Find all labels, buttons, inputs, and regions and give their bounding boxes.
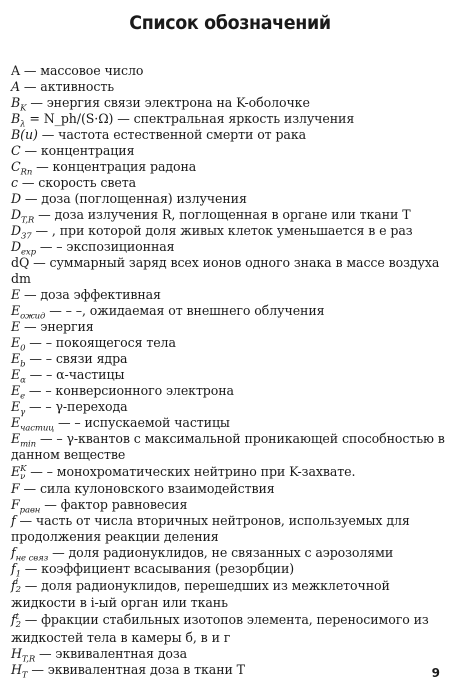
notation-subscript: b xyxy=(20,359,26,370)
notation-subscript: K xyxy=(20,103,27,114)
notation-symbol: D xyxy=(11,191,21,206)
notation-definition: — эквивалентная доза xyxy=(35,645,188,661)
notation-subscript: T,R xyxy=(21,654,36,665)
notation-subscript: 2 xyxy=(15,585,21,595)
notation-entry xyxy=(11,223,446,242)
notation-symbol: H xyxy=(11,661,22,677)
notation-symbol: B xyxy=(11,95,21,110)
page-number: 9 xyxy=(431,666,440,680)
notation-subscript: min xyxy=(20,439,37,450)
notation-symbol: F xyxy=(11,496,20,512)
notation-entry xyxy=(11,661,446,681)
notation-entry xyxy=(11,319,446,335)
notation-definition: — эквивалентная доза в ткани T xyxy=(27,661,245,677)
notation-definition: — доза эффективная xyxy=(20,287,161,302)
notation-entry xyxy=(11,175,446,191)
notation-symbol: c xyxy=(11,175,18,190)
notation-entry xyxy=(11,496,446,516)
notation-definition: — скорость света xyxy=(17,175,136,190)
notation-subscript: exp xyxy=(21,247,36,258)
notation-definition: — доля радионуклидов, перешедших из межклеточной жидкости в i-ый орган или ткань xyxy=(11,577,390,610)
notation-entry xyxy=(11,95,446,114)
notation-symbol: E xyxy=(11,431,21,446)
notation-symbol: dQ xyxy=(11,255,30,270)
notation-definition: — – γ-квантов с максимальной проникающей способностью в данном веществе xyxy=(11,431,445,462)
notation-entry xyxy=(11,79,446,95)
notation-definition: — энергия связи электрона на K-оболочке xyxy=(26,95,310,110)
notation-superscript: i xyxy=(15,577,19,587)
notation-subscript: 1 xyxy=(15,569,21,580)
notation-symbol: F xyxy=(11,480,20,496)
notation-symbol: E xyxy=(11,367,21,382)
notation-entry xyxy=(11,611,446,646)
page-title: Список обозначений xyxy=(129,12,331,34)
notation-subscript: равн xyxy=(19,505,41,516)
notation-subscript: частиц xyxy=(20,423,55,434)
notation-subscript: α xyxy=(20,375,26,386)
notation-symbol: D xyxy=(11,223,21,238)
notation-symbol: A xyxy=(11,79,20,94)
notation-definition: — концентрация радона xyxy=(32,159,197,174)
notation-definition: — фактор равновесия xyxy=(40,496,188,512)
notation-entry xyxy=(11,645,446,665)
notation-entry xyxy=(11,513,446,545)
notation-subscript: e xyxy=(20,391,26,402)
notation-symbol: H xyxy=(11,645,22,661)
notation-symbol: E xyxy=(11,319,21,334)
notation-definition: — активность xyxy=(20,79,114,94)
notation-symbol: E xyxy=(11,335,21,350)
notation-symbol: B xyxy=(11,111,21,126)
notation-symbol: A xyxy=(11,63,20,78)
notation-symbol: C xyxy=(11,159,21,174)
notation-symbol: E xyxy=(11,399,21,414)
notation-definition: — доля радионуклидов, не связанных с аэрозолями xyxy=(48,544,394,560)
notation-subscript: T xyxy=(21,670,28,681)
notation-superscript: K xyxy=(20,463,27,474)
notation-definition: — – γ-перехода xyxy=(25,399,128,414)
notation-definition: — концентрация xyxy=(20,143,135,158)
notation-symbol: f xyxy=(11,612,16,627)
notation-entry xyxy=(11,383,446,402)
notation-entry xyxy=(11,191,446,207)
notation-symbol: f xyxy=(11,577,16,593)
notation-symbol: D xyxy=(11,207,21,222)
notation-definition: — частота естественной смерти от рака xyxy=(37,127,306,142)
notation-definition: — – конверсионного электрона xyxy=(25,383,234,398)
notation-definition: — суммарный заряд всех ионов одного знака в массе воздуха dm xyxy=(11,255,440,286)
notation-symbol: E xyxy=(11,303,21,318)
notation-subscript: ожид xyxy=(20,311,46,322)
notation-symbol: E xyxy=(11,464,21,479)
notation-definition: — сила кулоновского взаимодействия xyxy=(19,480,275,496)
notation-symbol: D xyxy=(11,239,21,254)
notation-definition: — фракции стабильных изотопов элемента, переносимого из жидкостей тела в камеры б, в и г xyxy=(11,612,429,645)
notation-entry xyxy=(11,431,446,463)
notation-entry xyxy=(11,577,446,612)
notation-entry xyxy=(11,159,446,178)
notation-symbol: f xyxy=(11,512,16,528)
notation-definition: — коэффициент всасывания (резорбции) xyxy=(20,560,295,576)
notation-definition: — – α-частицы xyxy=(25,367,125,382)
notation-entry xyxy=(11,303,446,322)
notation-subscript: 0 xyxy=(20,343,26,354)
notation-subscript: не связ xyxy=(15,553,49,564)
notation-symbol: f xyxy=(11,544,16,560)
notation-entry xyxy=(11,111,446,130)
notation-symbol: B(u) xyxy=(11,127,38,142)
notation-superscript: t xyxy=(15,611,19,622)
notation-entry xyxy=(11,143,446,159)
notation-symbol: E xyxy=(11,415,21,430)
notation-subscript: 2 xyxy=(15,619,21,630)
notation-list xyxy=(11,63,446,681)
notation-entry xyxy=(11,560,446,580)
notation-entry xyxy=(11,351,446,370)
notation-definition: = N_ph/(S·Ω) — спектральная яркость излучения xyxy=(25,111,355,126)
notation-definition: — , при которой доля живых клеток уменьшается в e раз xyxy=(31,223,413,238)
notation-entry xyxy=(11,335,446,354)
notation-definition: — часть от числа вторичных нейтронов, используемых для продолжения реакции деления xyxy=(11,512,410,544)
notation-definition: — – связи ядра xyxy=(25,351,128,366)
notation-definition: — – испускаемой частицы xyxy=(54,415,230,430)
notation-entry xyxy=(11,255,446,287)
notation-entry xyxy=(11,367,446,386)
notation-entry xyxy=(11,127,446,143)
notation-definition: — – покоящегося тела xyxy=(25,335,176,350)
notation-definition: — массовое число xyxy=(20,63,144,78)
notation-entry xyxy=(11,207,446,226)
notation-definition: — доза (поглощенная) излучения xyxy=(21,191,247,206)
notation-symbol: E xyxy=(11,287,21,302)
notation-subscript: γ xyxy=(20,407,26,418)
notation-subscript: Rn xyxy=(20,167,33,178)
notation-definition: — доза излучения R, поглощенная в органе или ткани T xyxy=(34,207,411,222)
notation-entry xyxy=(11,415,446,434)
notation-definition: — – –, ожидаемая от внешнего облучения xyxy=(45,303,325,318)
notation-entry xyxy=(11,399,446,418)
notation-subscript: T,R xyxy=(21,215,35,226)
notation-symbol: E xyxy=(11,351,21,366)
notation-symbol: E xyxy=(11,383,21,398)
notation-subscript: 37 xyxy=(21,231,32,242)
notation-entry xyxy=(11,239,446,258)
notation-definition: — – экспозиционная xyxy=(35,239,175,254)
notation-entry xyxy=(11,63,446,79)
notation-subscript: λ xyxy=(20,119,26,130)
notation-definition: — энергия xyxy=(20,319,94,334)
notation-entry xyxy=(11,544,446,564)
notation-definition: — – монохроматических нейтрино при K-захвате. xyxy=(26,464,356,479)
notation-entry xyxy=(11,287,446,303)
notation-subscript: ν xyxy=(20,471,26,482)
notation-entry xyxy=(11,463,446,481)
notation-symbol: f xyxy=(11,560,16,576)
notation-entry xyxy=(11,481,446,497)
notation-symbol: C xyxy=(11,143,21,158)
